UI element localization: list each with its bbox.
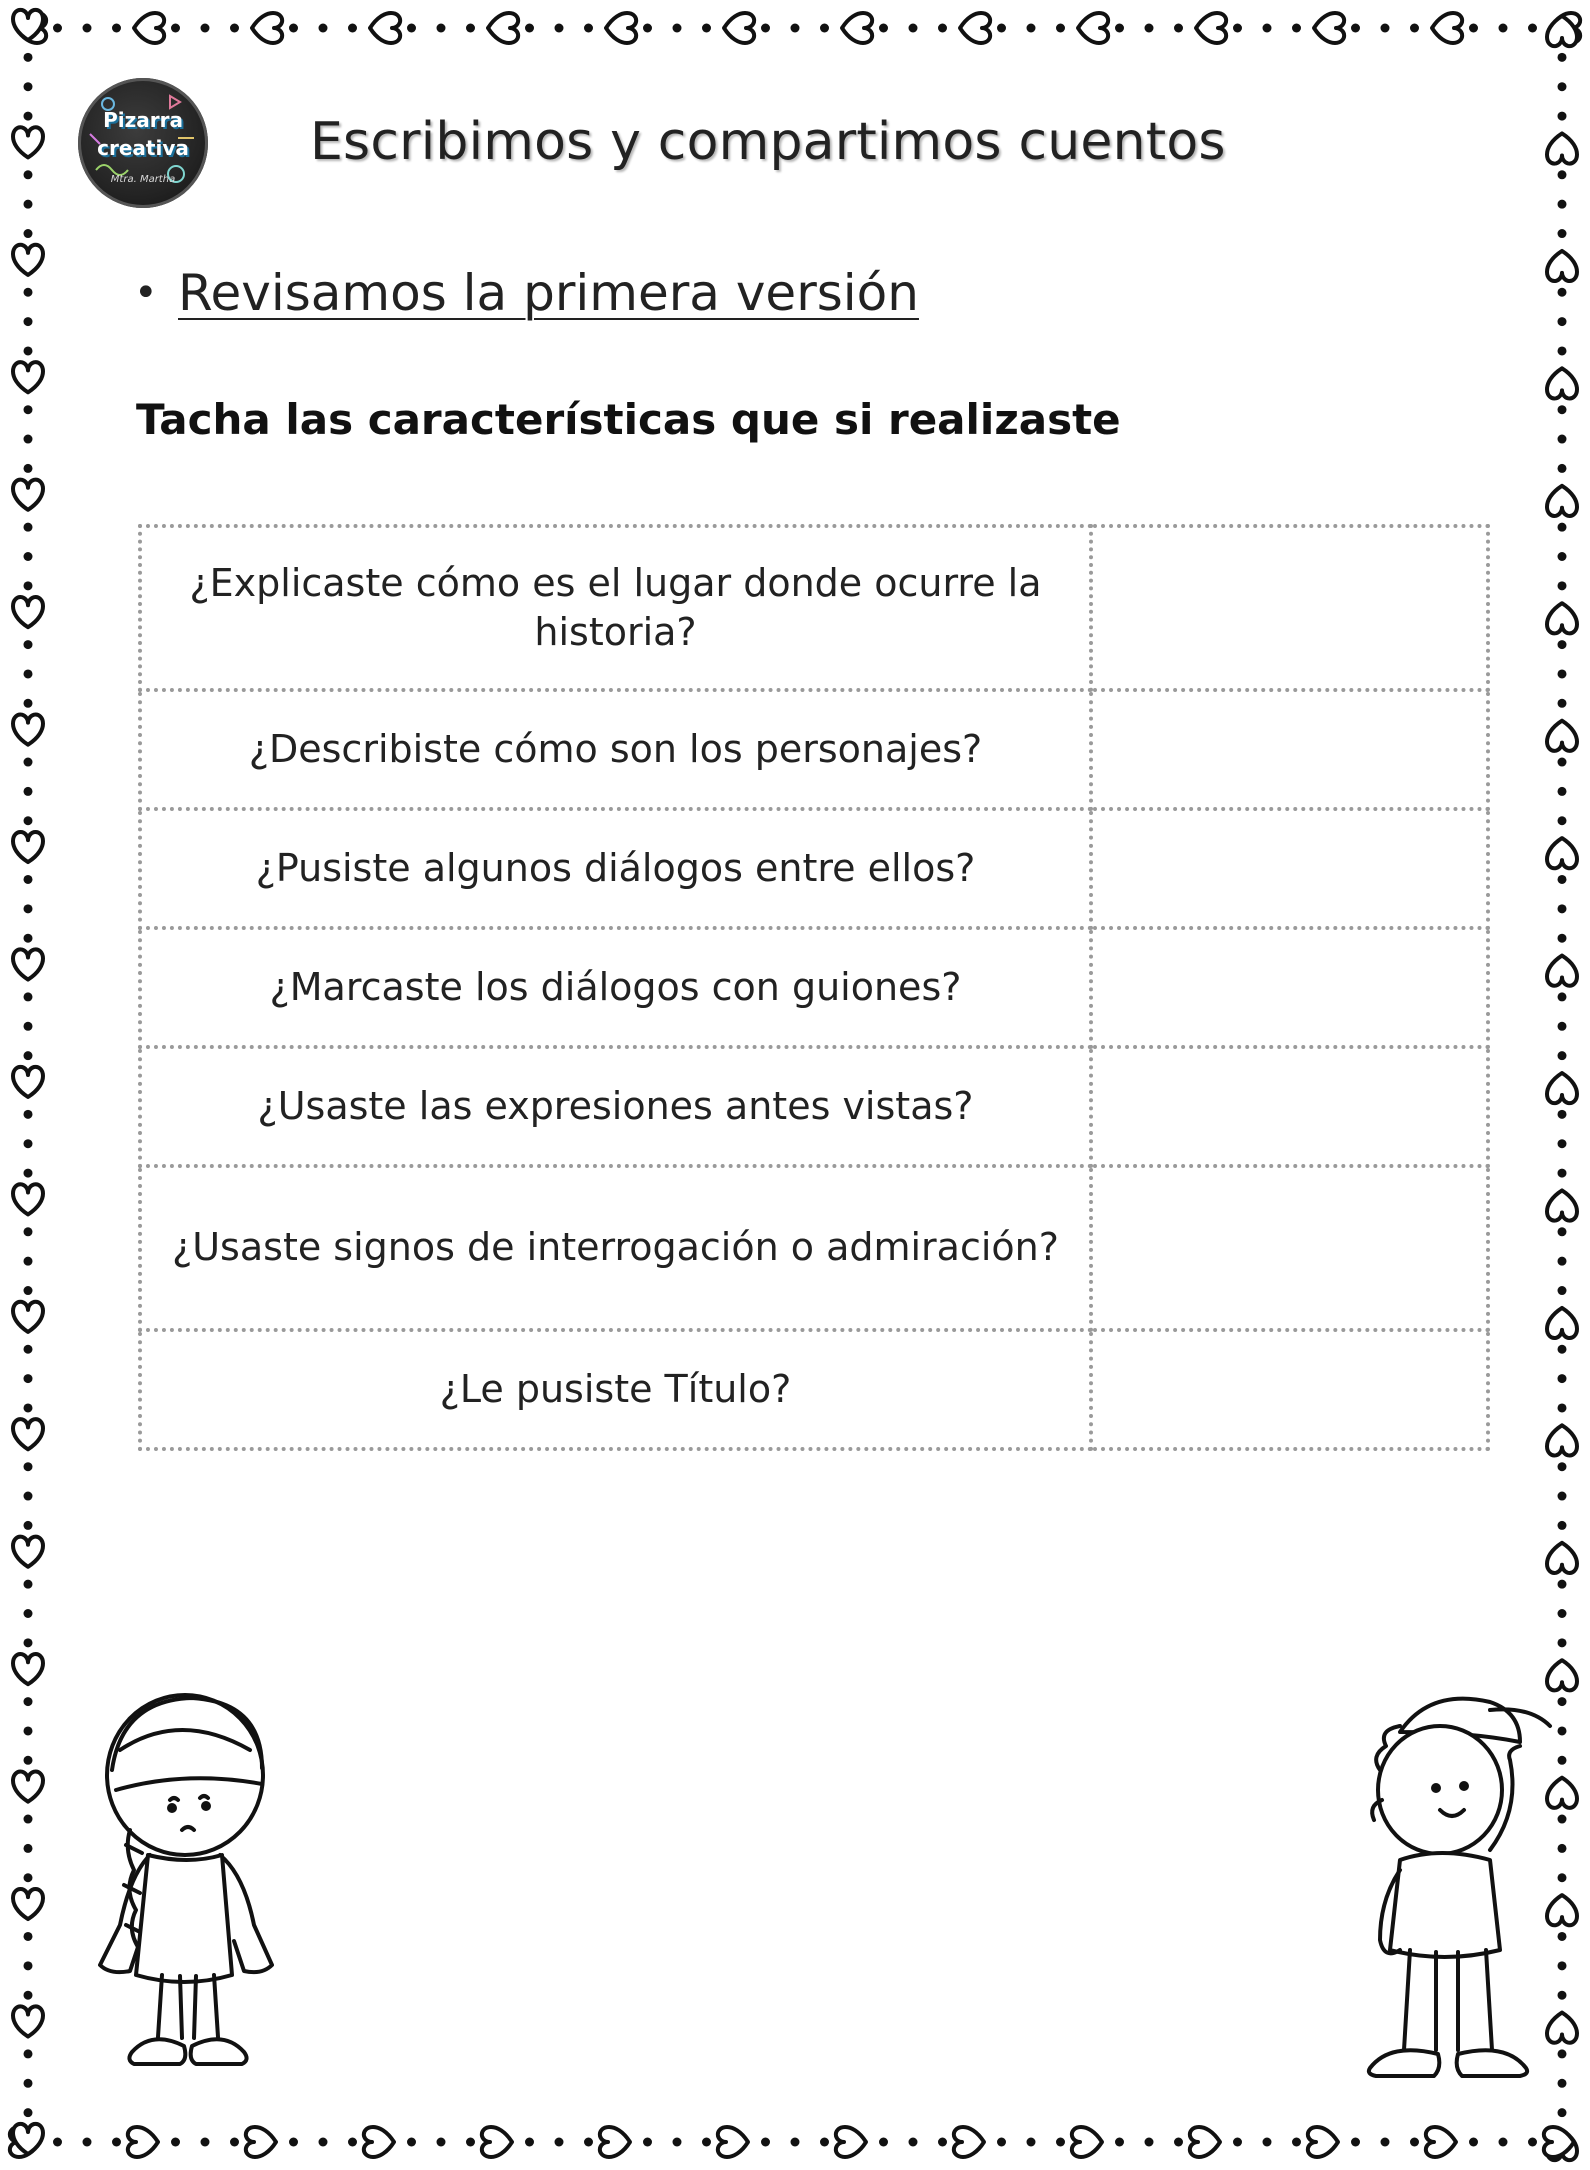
border-dot <box>1027 2138 1036 2147</box>
border-dot <box>1558 405 1567 414</box>
border-dot <box>24 346 33 355</box>
border-dot <box>24 200 33 209</box>
border-dot <box>53 24 62 33</box>
border-dot <box>584 2138 593 2147</box>
heart-icon <box>606 13 636 43</box>
heart-icon <box>13 362 43 392</box>
border-dot <box>1233 24 1242 33</box>
heart-icon <box>1314 13 1344 43</box>
heart-icon <box>1547 1308 1577 1338</box>
border-dot <box>466 24 475 33</box>
border-dot <box>24 405 33 414</box>
border-dot <box>791 24 800 33</box>
heart-icon <box>13 1184 43 1214</box>
border-dot <box>1233 2138 1242 2147</box>
border-dot <box>1558 640 1567 649</box>
border-dot <box>437 2138 446 2147</box>
border-dot <box>24 1932 33 1941</box>
border-dot <box>1558 992 1567 1001</box>
border-dot <box>112 24 121 33</box>
heart-icon <box>1547 721 1577 751</box>
border-dot <box>24 2049 33 2058</box>
border-dot <box>1528 2138 1537 2147</box>
border-dot <box>1558 581 1567 590</box>
border-dot <box>1410 2138 1419 2147</box>
border-dot <box>24 1110 33 1119</box>
border-dot <box>1558 934 1567 943</box>
bullet-point: • <box>134 270 158 316</box>
border-dot <box>319 2138 328 2147</box>
border-dot <box>24 1756 33 1765</box>
border-dot <box>24 1022 33 1031</box>
checklist-question: ¿Le pusiste Título? <box>140 1330 1091 1449</box>
border-dot <box>1558 523 1567 532</box>
border-dot <box>1558 904 1567 913</box>
border-dot <box>24 1638 33 1647</box>
border-dot <box>1292 2138 1301 2147</box>
border-dot <box>24 904 33 913</box>
border-dot <box>1558 1374 1567 1383</box>
border-dot <box>1558 464 1567 473</box>
border-dot <box>24 1374 33 1383</box>
border-dot <box>1558 787 1567 796</box>
border-dot <box>702 24 711 33</box>
border-dot <box>407 2138 416 2147</box>
heart-icon <box>1426 2127 1456 2157</box>
heart-icon <box>13 1537 43 1567</box>
border-dot <box>1558 2108 1567 2117</box>
checklist-row <box>140 809 1488 928</box>
checklist-question: ¿Marcaste los diálogos con guiones? <box>140 928 1091 1047</box>
checklist-check-cell[interactable] <box>1091 690 1488 809</box>
checklist-check-cell[interactable] <box>1091 1047 1488 1166</box>
border-dot <box>24 816 33 825</box>
border-dot <box>24 581 33 590</box>
border-dot <box>1174 24 1183 33</box>
heart-icon <box>600 2127 630 2157</box>
border-dot <box>289 2138 298 2147</box>
border-dot <box>1263 24 1272 33</box>
checklist-question: ¿Explicaste cómo es el lugar donde ocurre la historia? <box>140 526 1091 690</box>
border-dot <box>1558 875 1567 884</box>
border-dot <box>1558 317 1567 326</box>
border-dot <box>1558 758 1567 767</box>
border-dot <box>319 24 328 33</box>
girl-illustration <box>60 1680 300 2080</box>
border-dot <box>24 112 33 121</box>
heart-icon <box>13 245 43 275</box>
border-dot <box>1056 24 1065 33</box>
border-dot <box>407 24 416 33</box>
border-dot <box>1558 699 1567 708</box>
border-dot <box>230 2138 239 2147</box>
heart-icon <box>1547 1190 1577 1220</box>
border-dot <box>1558 1110 1567 1119</box>
heart-icon <box>13 480 43 510</box>
border-dot <box>879 24 888 33</box>
border-dot <box>525 24 534 33</box>
heart-icon <box>13 832 43 862</box>
heart-icon <box>960 13 990 43</box>
border-dot <box>24 82 33 91</box>
border-dot <box>1558 1580 1567 1589</box>
border-dot <box>1558 1609 1567 1618</box>
border-dot <box>1381 24 1390 33</box>
border-dot <box>24 1462 33 1471</box>
border-dot <box>997 24 1006 33</box>
border-dot <box>1558 1022 1567 1031</box>
border-dot <box>24 464 33 473</box>
section-subtitle: Revisamos la primera versión <box>178 264 919 322</box>
border-dot <box>997 2138 1006 2147</box>
heart-icon <box>13 127 43 157</box>
border-dot <box>1115 24 1124 33</box>
border-dot <box>761 2138 770 2147</box>
border-dot <box>24 1844 33 1853</box>
border-dot <box>1558 1169 1567 1178</box>
heart-icon <box>13 597 43 627</box>
border-dot <box>24 53 33 62</box>
heart-icon <box>724 13 754 43</box>
checklist-question: ¿Describiste cómo son los personajes? <box>140 690 1091 809</box>
heart-icon <box>13 1302 43 1332</box>
border-dot <box>1558 1345 1567 1354</box>
border-dot <box>1558 1257 1567 1266</box>
heart-icon <box>13 1772 43 1802</box>
border-dot <box>24 170 33 179</box>
heart-icon <box>1547 133 1577 163</box>
border-dot <box>1292 24 1301 33</box>
heart-icon <box>954 2127 984 2157</box>
border-dot <box>1558 1638 1567 1647</box>
border-dot <box>24 317 33 326</box>
border-dot <box>24 1521 33 1530</box>
border-dot <box>820 24 829 33</box>
heart-icon <box>13 949 43 979</box>
border-dot <box>24 2079 33 2088</box>
checklist-check-cell[interactable] <box>1091 526 1488 690</box>
border-dot <box>1351 2138 1360 2147</box>
checklist-row <box>140 1047 1488 1166</box>
border-dot <box>24 288 33 297</box>
border-dot <box>1558 288 1567 297</box>
heart-icon <box>1547 251 1577 281</box>
border-dot <box>24 1345 33 1354</box>
heart-icon <box>836 2127 866 2157</box>
heart-icon <box>1072 2127 1102 2157</box>
border-dot <box>1115 2138 1124 2147</box>
checklist-check-cell[interactable] <box>1091 928 1488 1047</box>
heart-icon <box>252 13 282 43</box>
border-dot <box>1263 2138 1272 2147</box>
border-dot <box>1558 1139 1567 1148</box>
border-dot <box>24 934 33 943</box>
border-dot <box>24 640 33 649</box>
heart-icon <box>364 2127 394 2157</box>
border-dot <box>938 2138 947 2147</box>
border-dot <box>702 2138 711 2147</box>
heart-icon <box>13 1889 43 1919</box>
pizarra-creativa-logo <box>78 78 208 208</box>
border-dot <box>466 2138 475 2147</box>
heart-icon <box>1078 13 1108 43</box>
logo-text-line2: creativa <box>97 136 189 160</box>
border-dot <box>230 24 239 33</box>
border-dot <box>24 1961 33 1970</box>
border-dot <box>879 2138 888 2147</box>
border-dot <box>1499 2138 1508 2147</box>
border-dot <box>1558 552 1567 561</box>
border-dot <box>555 24 564 33</box>
border-dot <box>1410 24 1419 33</box>
border-dot <box>584 24 593 33</box>
border-dot <box>83 2138 92 2147</box>
border-dot <box>673 24 682 33</box>
border-dot <box>24 787 33 796</box>
border-dot <box>1056 2138 1065 2147</box>
border-dot <box>1558 1521 1567 1530</box>
checklist-question: ¿Usaste signos de interrogación o admiración? <box>140 1166 1091 1330</box>
heart-icon <box>1547 1543 1577 1573</box>
border-dot <box>761 24 770 33</box>
page-title: Escribimos y compartimos cuentos <box>310 112 1226 172</box>
border-dot <box>437 24 446 33</box>
border-dot <box>24 992 33 1001</box>
border-dot <box>1558 200 1567 209</box>
border-dot <box>289 24 298 33</box>
border-dot <box>1558 229 1567 238</box>
heart-icon <box>1547 486 1577 516</box>
border-dot <box>1351 24 1360 33</box>
border-dot <box>1381 2138 1390 2147</box>
border-dot <box>1558 82 1567 91</box>
border-dot <box>1145 2138 1154 2147</box>
border-dot <box>1499 24 1508 33</box>
border-dot <box>24 669 33 678</box>
border-dot <box>1469 24 1478 33</box>
border-dot <box>1558 1403 1567 1412</box>
heart-icon <box>128 2127 158 2157</box>
border-dot <box>24 1169 33 1178</box>
border-dot <box>1558 1286 1567 1295</box>
checklist-row <box>140 1330 1488 1449</box>
heart-icon <box>13 1654 43 1684</box>
border-dot <box>24 229 33 238</box>
border-dot <box>1027 24 1036 33</box>
border-dot <box>201 2138 210 2147</box>
border-dot <box>909 2138 918 2147</box>
border-dot <box>53 2138 62 2147</box>
border-dot <box>643 2138 652 2147</box>
border-dot <box>24 699 33 708</box>
checklist-row <box>140 690 1488 809</box>
border-dot <box>24 1580 33 1589</box>
border-dot <box>24 552 33 561</box>
border-dot <box>938 24 947 33</box>
checklist-check-cell[interactable] <box>1091 1330 1488 1449</box>
border-dot <box>24 2108 33 2117</box>
checklist-table <box>138 524 1490 1451</box>
heart-icon <box>13 1419 43 1449</box>
checklist-check-cell[interactable] <box>1091 1166 1488 1330</box>
heart-icon <box>1308 2127 1338 2157</box>
border-dot <box>1558 346 1567 355</box>
border-dot <box>24 875 33 884</box>
border-dot <box>24 1873 33 1882</box>
border-dot <box>1469 2138 1478 2147</box>
border-dot <box>643 24 652 33</box>
heart-icon <box>1547 956 1577 986</box>
heart-icon <box>488 13 518 43</box>
border-dot <box>1558 669 1567 678</box>
logo-text-line1: Pizarra <box>103 108 183 132</box>
border-dot <box>24 1609 33 1618</box>
border-dot <box>1558 1462 1567 1471</box>
border-dot <box>1174 2138 1183 2147</box>
border-dot <box>1528 24 1537 33</box>
border-dot <box>24 435 33 444</box>
border-dot <box>1558 53 1567 62</box>
border-dot <box>171 2138 180 2147</box>
border-dot <box>1558 435 1567 444</box>
heart-icon <box>1432 13 1462 43</box>
border-dot <box>24 523 33 532</box>
heart-icon <box>1547 1425 1577 1455</box>
heart-icon <box>1547 368 1577 398</box>
checklist-question: ¿Usaste las expresiones antes vistas? <box>140 1047 1091 1166</box>
border-dot <box>24 758 33 767</box>
border-dot <box>201 24 210 33</box>
checklist-check-cell[interactable] <box>1091 809 1488 928</box>
heart-icon <box>1196 13 1226 43</box>
border-dot <box>24 1286 33 1295</box>
border-dot <box>24 1403 33 1412</box>
border-dot <box>24 1991 33 2000</box>
heart-icon <box>134 13 164 43</box>
checklist-row <box>140 1166 1488 1330</box>
heart-icon <box>1190 2127 1220 2157</box>
border-dot <box>171 24 180 33</box>
border-dot <box>909 24 918 33</box>
heart-icon <box>842 13 872 43</box>
border-dot <box>1558 170 1567 179</box>
checklist-question: ¿Pusiste algunos diálogos entre ellos? <box>140 809 1091 928</box>
border-dot <box>24 1257 33 1266</box>
border-dot <box>112 2138 121 2147</box>
border-dot <box>24 1051 33 1060</box>
heart-icon <box>246 2127 276 2157</box>
border-dot <box>24 1815 33 1824</box>
border-dot <box>1558 1492 1567 1501</box>
border-dot <box>24 1227 33 1236</box>
border-dot <box>24 1492 33 1501</box>
border-dot <box>24 1139 33 1148</box>
border-dot <box>348 24 357 33</box>
logo-signature: Mtra. Martha <box>110 174 176 185</box>
checklist-row <box>140 526 1488 690</box>
boy-illustration <box>1340 1680 1570 2100</box>
border-dot <box>24 1726 33 1735</box>
heart-icon <box>13 2006 43 2036</box>
border-dot <box>1145 24 1154 33</box>
border-dot <box>1558 816 1567 825</box>
border-dot <box>555 2138 564 2147</box>
heart-icon <box>13 1067 43 1097</box>
heart-icon <box>370 13 400 43</box>
border-dot <box>348 2138 357 2147</box>
heart-icon <box>718 2127 748 2157</box>
heart-icon <box>482 2127 512 2157</box>
border-dot <box>1558 112 1567 121</box>
heart-icon <box>1547 603 1577 633</box>
border-dot <box>83 24 92 33</box>
border-dot <box>791 2138 800 2147</box>
checklist-row <box>140 928 1488 1047</box>
instruction-text: Tacha las características que si realizaste <box>136 395 1121 444</box>
border-dot <box>820 2138 829 2147</box>
border-dot <box>525 2138 534 2147</box>
heart-icon <box>13 715 43 745</box>
border-dot <box>24 1697 33 1706</box>
heart-icon <box>1547 838 1577 868</box>
border-dot <box>673 2138 682 2147</box>
heart-icon <box>1547 1073 1577 1103</box>
border-dot <box>1558 1227 1567 1236</box>
border-dot <box>1558 1051 1567 1060</box>
